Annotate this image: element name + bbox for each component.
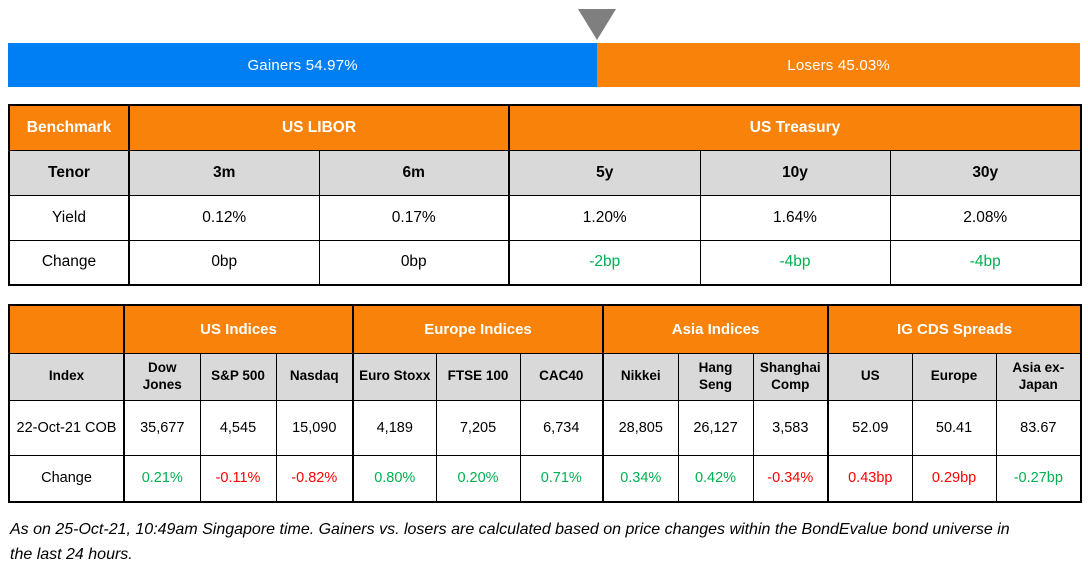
- cob-hang-seng: 26,127: [678, 400, 753, 455]
- markets-header-row: [9, 305, 1081, 353]
- col-header-dow-jones: Dow Jones: [124, 353, 200, 400]
- cob-cds-asia-ex-japan: 83.67: [996, 400, 1081, 455]
- cob-nikkei: 28,805: [603, 400, 678, 455]
- benchmark-corner-cell: Benchmark: [9, 105, 129, 150]
- col-header-ftse100: FTSE 100: [436, 353, 520, 400]
- footnote: As on 25-Oct-21, 10:49am Singapore time. Gainers vs. losers are calculated based on price changes within the BondEvalue bond universe in the last 24 hours.: [10, 521, 1010, 563]
- col-header-cds-europe: Europe: [912, 353, 996, 400]
- cob-sp500: 4,545: [200, 400, 276, 455]
- change-euro-stoxx: 0.80%: [353, 455, 436, 502]
- col-header-shanghai-comp: Shanghai Comp: [753, 353, 828, 400]
- cob-ftse100: 7,205: [436, 400, 520, 455]
- tenor-10y: 10y: [700, 150, 890, 195]
- gainers-label: Gainers 54.97%: [247, 56, 358, 74]
- change-cac40: 0.71%: [520, 455, 603, 502]
- col-header-nasdaq: Nasdaq: [276, 353, 353, 400]
- cob-dow-jones: 35,677: [124, 400, 200, 455]
- change-shanghai-comp: -0.34%: [753, 455, 828, 502]
- cob-cds-europe: 50.41: [912, 400, 996, 455]
- change-cds-us: 0.43bp: [828, 455, 912, 502]
- index-row-label: Index: [9, 353, 124, 400]
- benchmark-table: [8, 104, 1082, 286]
- change-nasdaq: -0.82%: [276, 455, 353, 502]
- group-header-us-indices: US Indices: [124, 305, 353, 353]
- col-header-cds-asia-ex-japan: Asia ex-Japan: [996, 353, 1081, 400]
- col-header-euro-stoxx: Euro Stoxx: [353, 353, 436, 400]
- yield-row-label: Yield: [9, 195, 129, 240]
- change-nikkei: 0.34%: [603, 455, 678, 502]
- cob-shanghai-comp: 3,583: [753, 400, 828, 455]
- change-ftse100: 0.20%: [436, 455, 520, 502]
- losers-label: Losers 45.03%: [787, 56, 890, 74]
- gainers-segment: [8, 43, 597, 87]
- gauge-pointer-track: [8, 9, 1080, 40]
- change-cds-europe: 0.29bp: [912, 455, 996, 502]
- change-sp500: -0.11%: [200, 455, 276, 502]
- change-6m: 0bp: [319, 240, 509, 285]
- change-30y: -4bp: [890, 240, 1081, 285]
- change-cds-asia-ex-japan: -0.27bp: [996, 455, 1081, 502]
- yield-10y: 1.64%: [700, 195, 890, 240]
- change-5y: -2bp: [509, 240, 700, 285]
- col-header-cds-us: US: [828, 353, 912, 400]
- tenor-6m: 6m: [319, 150, 509, 195]
- index-header-row: [9, 353, 1081, 400]
- cob-row: [9, 400, 1081, 455]
- change-hang-seng: 0.42%: [678, 455, 753, 502]
- change-row-label: Change: [9, 240, 129, 285]
- tenor-3m: 3m: [129, 150, 319, 195]
- tenor-30y: 30y: [890, 150, 1081, 195]
- benchmark-header-row: [9, 105, 1081, 150]
- markets-change-row: [9, 455, 1081, 502]
- change-3m: 0bp: [129, 240, 319, 285]
- group-header-us-libor: US LIBOR: [129, 105, 509, 150]
- tenor-row-label: Tenor: [9, 150, 129, 195]
- group-header-us-treasury: US Treasury: [509, 105, 1081, 150]
- cob-cds-us: 52.09: [828, 400, 912, 455]
- yield-6m: 0.17%: [319, 195, 509, 240]
- yield-3m: 0.12%: [129, 195, 319, 240]
- markets-table: [8, 304, 1082, 503]
- cob-nasdaq: 15,090: [276, 400, 353, 455]
- cob-cac40: 6,734: [520, 400, 603, 455]
- group-header-europe-indices: Europe Indices: [353, 305, 603, 353]
- yield-5y: 1.20%: [509, 195, 700, 240]
- group-header-ig-cds-spreads: IG CDS Spreads: [828, 305, 1081, 353]
- markets-change-row-label: Change: [9, 455, 124, 502]
- triangle-down-icon: [578, 9, 616, 40]
- losers-segment: [597, 43, 1080, 87]
- col-header-hang-seng: Hang Seng: [678, 353, 753, 400]
- benchmark-change-row: [9, 240, 1081, 285]
- col-header-sp500: S&P 500: [200, 353, 276, 400]
- col-header-cac40: CAC40: [520, 353, 603, 400]
- gainers-losers-bar: [8, 43, 1080, 87]
- yield-row: [9, 195, 1081, 240]
- col-header-nikkei: Nikkei: [603, 353, 678, 400]
- tenor-5y: 5y: [509, 150, 700, 195]
- cob-row-label: 22-Oct-21 COB: [9, 400, 124, 455]
- yield-30y: 2.08%: [890, 195, 1081, 240]
- tenor-row: [9, 150, 1081, 195]
- cob-euro-stoxx: 4,189: [353, 400, 436, 455]
- change-10y: -4bp: [700, 240, 890, 285]
- markets-corner-cell: [9, 305, 124, 353]
- change-dow-jones: 0.21%: [124, 455, 200, 502]
- group-header-asia-indices: Asia Indices: [603, 305, 828, 353]
